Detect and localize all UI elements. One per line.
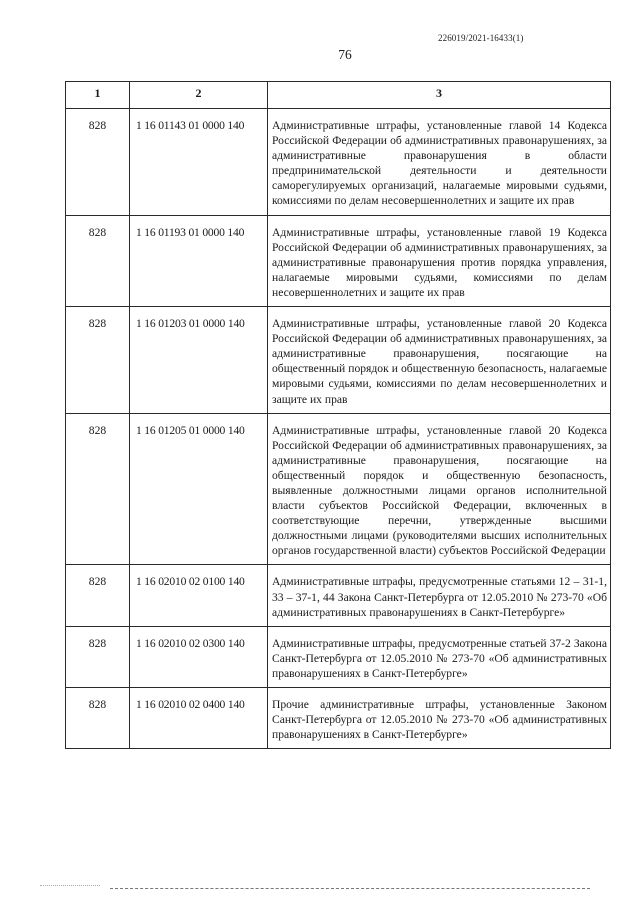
column-header-3: 3 [268, 82, 611, 109]
admin-code: 828 [66, 688, 130, 749]
fine-description: Административные штрафы, установленные главой 20 Кодекса Российской Федерации об административных правонарушениях, за административные правонарушения, посягающие на общественный порядок и общественную безопасность, налагаемые мировыми судьями, комиссиями по делам несовершеннолетних и защите их прав [268, 307, 611, 414]
admin-code: 828 [66, 307, 130, 414]
table-row [66, 688, 611, 749]
admin-code: 828 [66, 565, 130, 626]
fine-description: Прочие административные штрафы, установленные Законом Санкт-Петербурга от 12.05.2010 № 273-70 «Об административных правонарушениях в Санкт-Петербурге» [268, 688, 611, 749]
fine-description: Административные штрафы, предусмотренные статьями 12 – 31-1, 33 – 37-1, 44 Закона Санкт-Петербурга от 12.05.2010 № 273-70 «Об административных правонарушениях в Санкт-Петербурге» [268, 565, 611, 626]
admin-code: 828 [66, 413, 130, 565]
fine-description: Административные штрафы, установленные главой 19 Кодекса Российской Федерации об административных правонарушениях, за административные правонарушения против порядка управления, налагаемые мировыми судьями, комиссиями по делам несовершеннолетних и защите их прав [268, 215, 611, 306]
budget-code: 1 16 02010 02 0300 140 [130, 626, 268, 687]
fine-description: Административные штрафы, установленные главой 20 Кодекса Российской Федерации об административных правонарушениях, за административные правонарушения, посягающие на общественный порядок и общественную безопасность, выявленные должностными лицами органов исполнительной власти субъектов Российской Федерации, включенных в соответствующие перечни, утвержденные высшими должностными лицами (руководителями высших исполнительных органов государственной власти) субъектов Российской Федерации [268, 413, 611, 565]
admin-code: 828 [66, 626, 130, 687]
admin-code: 828 [66, 109, 130, 216]
table-row [66, 109, 611, 216]
scan-artifact [40, 885, 100, 886]
budget-code: 1 16 01143 01 0000 140 [130, 109, 268, 216]
budget-code: 1 16 02010 02 0100 140 [130, 565, 268, 626]
budget-code: 1 16 01205 01 0000 140 [130, 413, 268, 565]
fines-table [65, 81, 611, 749]
table-row [66, 565, 611, 626]
table-row [66, 626, 611, 687]
page-bottom-divider [110, 888, 590, 889]
page-number: 76 [338, 47, 352, 62]
table-row [66, 307, 611, 414]
document-id: 226019/2021-16433(1) [438, 33, 524, 43]
budget-code: 1 16 02010 02 0400 140 [130, 688, 268, 749]
table-header-row [66, 82, 611, 109]
admin-code: 828 [66, 215, 130, 306]
table-row [66, 215, 611, 306]
fine-description: Административные штрафы, предусмотренные статьей 37-2 Закона Санкт-Петербурга от 12.05.2010 № 273-70 «Об административных правонарушениях в Санкт-Петербурге» [268, 626, 611, 687]
budget-code: 1 16 01193 01 0000 140 [130, 215, 268, 306]
table-row [66, 413, 611, 565]
column-header-1: 1 [66, 82, 130, 109]
budget-code: 1 16 01203 01 0000 140 [130, 307, 268, 414]
fine-description: Административные штрафы, установленные главой 14 Кодекса Российской Федерации об административных правонарушениях, за административные правонарушения в области предпринимательской деятельности и деятельности саморегулируемых организаций, налагаемые мировыми судьями, комиссиями по делам несовершеннолетних и защите их прав [268, 109, 611, 216]
column-header-2: 2 [130, 82, 268, 109]
